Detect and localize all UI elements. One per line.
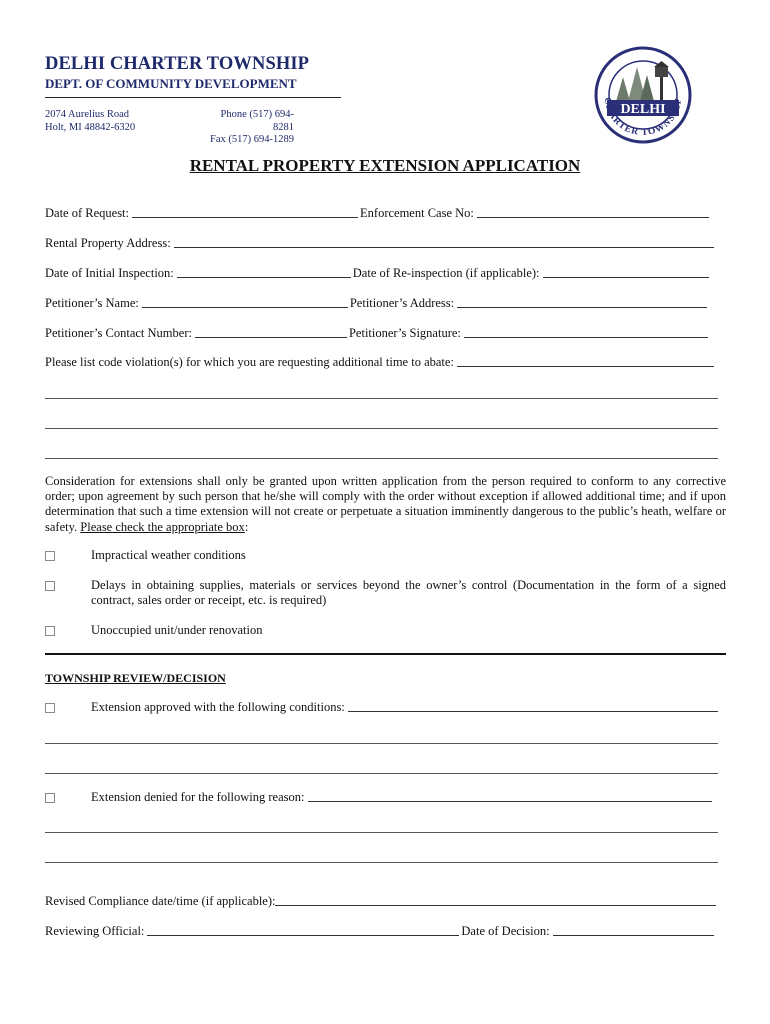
row-violations <box>45 352 716 370</box>
consideration-text: Consideration for extensions shall only be granted upon written application from the person required to conform to any corrective order; upon agreement by such person that he/she will comply with the order without exception if allowed additional time; and if upon determination that such a time extension will not create or perpetuate a situation imminently dangerous to the public’s heath, welfare or safety. <box>45 474 726 534</box>
reinspection-field[interactable] <box>543 265 709 278</box>
signature-label: Petitioner’s Signature: <box>348 326 461 340</box>
row-denied <box>91 787 714 805</box>
option-delays-checkbox[interactable] <box>45 581 55 591</box>
consideration-paragraph: Consideration for extensions shall only be granted upon written application from the person required to conform to any corrective order; upon agreement by such person that he/she will comply with the order without exception if allowed additional time; and if upon determination that such a time extension will not create or perpetuate a situation imminently dangerous to the public’s heath, welfare or safety. Please check the appropriate box: <box>45 474 726 534</box>
address-block <box>45 109 135 134</box>
reinspection-label: Date of Re-inspection (if applicable): <box>352 266 540 280</box>
option-weather-checkbox[interactable] <box>45 551 55 561</box>
approved-line-3[interactable] <box>45 773 718 774</box>
official-label: Reviewing Official: <box>45 924 145 938</box>
row-approved <box>91 697 720 715</box>
review-divider <box>45 653 726 655</box>
violations-label: Please list code violation(s) for which you are requesting additional time to abate: <box>45 355 454 369</box>
option-weather-label: Impractical weather conditions <box>91 548 246 562</box>
approved-checkbox[interactable] <box>45 703 55 713</box>
decision-date-field[interactable] <box>553 923 714 936</box>
header-divider <box>45 97 341 98</box>
logo-ring-text: CHARTER TOWNSHIP <box>601 96 685 139</box>
row-address <box>45 233 716 251</box>
option-unoccupied-checkbox[interactable] <box>45 626 55 636</box>
logo-center-text: DELHI <box>620 102 666 117</box>
petitioner-name-field[interactable] <box>142 295 348 308</box>
row-official <box>45 921 716 939</box>
contact-number-field[interactable] <box>195 325 347 338</box>
row-contact <box>45 323 710 341</box>
row-inspection <box>45 263 711 281</box>
decision-date-label: Date of Decision: <box>461 924 550 938</box>
denied-line-3[interactable] <box>45 862 718 863</box>
address-line-2: Holt, MI 48842-6320 <box>45 121 136 133</box>
rental-address-field[interactable] <box>174 235 714 248</box>
enforcement-case-label: Enforcement Case No: <box>360 206 474 220</box>
option-unoccupied-label: Unoccupied unit/under renovation <box>91 623 263 637</box>
contact-number-label: Petitioner’s Contact Number: <box>45 326 192 340</box>
row-revised-date <box>45 891 718 909</box>
phone-number: Phone (517) 694-8281 <box>220 109 294 133</box>
fax-number: Fax (517) 694-1289 <box>210 134 294 145</box>
row-petitioner <box>45 293 709 311</box>
revised-date-label: Revised Compliance date/time (if applicable): <box>45 894 276 908</box>
enforcement-case-field[interactable] <box>477 205 709 218</box>
denied-checkbox[interactable] <box>45 793 55 803</box>
org-name: DELHI CHARTER TOWNSHIP <box>45 54 310 74</box>
petitioner-name-label: Petitioner’s Name: <box>45 296 139 310</box>
violations-line-2[interactable] <box>45 398 718 399</box>
official-field[interactable] <box>147 923 459 936</box>
review-heading: TOWNSHIP REVIEW/DECISION <box>45 671 226 685</box>
initial-inspection-label: Date of Initial Inspection: <box>45 266 174 280</box>
denied-line-2[interactable] <box>45 832 718 833</box>
consideration-instruction: Please check the appropriate box <box>80 519 245 534</box>
dept-name: DEPT. OF COMMUNITY DEVELOPMENT <box>45 76 297 91</box>
violations-line-3[interactable] <box>45 428 718 429</box>
initial-inspection-field[interactable] <box>177 265 351 278</box>
denied-field[interactable] <box>308 789 712 802</box>
date-of-request-label: Date of Request: <box>45 206 130 220</box>
violations-line-4[interactable] <box>45 458 718 459</box>
revised-date-field[interactable] <box>275 893 716 906</box>
row-request <box>45 203 715 221</box>
approved-line-2[interactable] <box>45 743 718 744</box>
petitioner-address-field[interactable] <box>457 295 707 308</box>
rental-address-label: Rental Property Address: <box>45 236 171 250</box>
violations-field[interactable] <box>457 354 714 367</box>
contact-block <box>204 109 294 147</box>
option-delays-label: Delays in obtaining supplies, materials or services beyond the owner’s control (Documentation in the form of a signed contract, sales order or receipt, etc. is required) <box>91 578 726 607</box>
date-of-request-field[interactable] <box>132 205 358 218</box>
approved-field[interactable] <box>348 699 718 712</box>
address-line-1: 2074 Aurelius Road <box>45 109 129 120</box>
township-seal-logo <box>593 45 693 145</box>
approved-label: Extension approved with the following conditions: <box>91 700 345 714</box>
denied-label: Extension denied for the following reason: <box>91 790 305 804</box>
petitioner-address-label: Petitioner’s Address: <box>349 296 455 310</box>
signature-field[interactable] <box>464 325 708 338</box>
form-title: RENTAL PROPERTY EXTENSION APPLICATION <box>189 156 581 175</box>
